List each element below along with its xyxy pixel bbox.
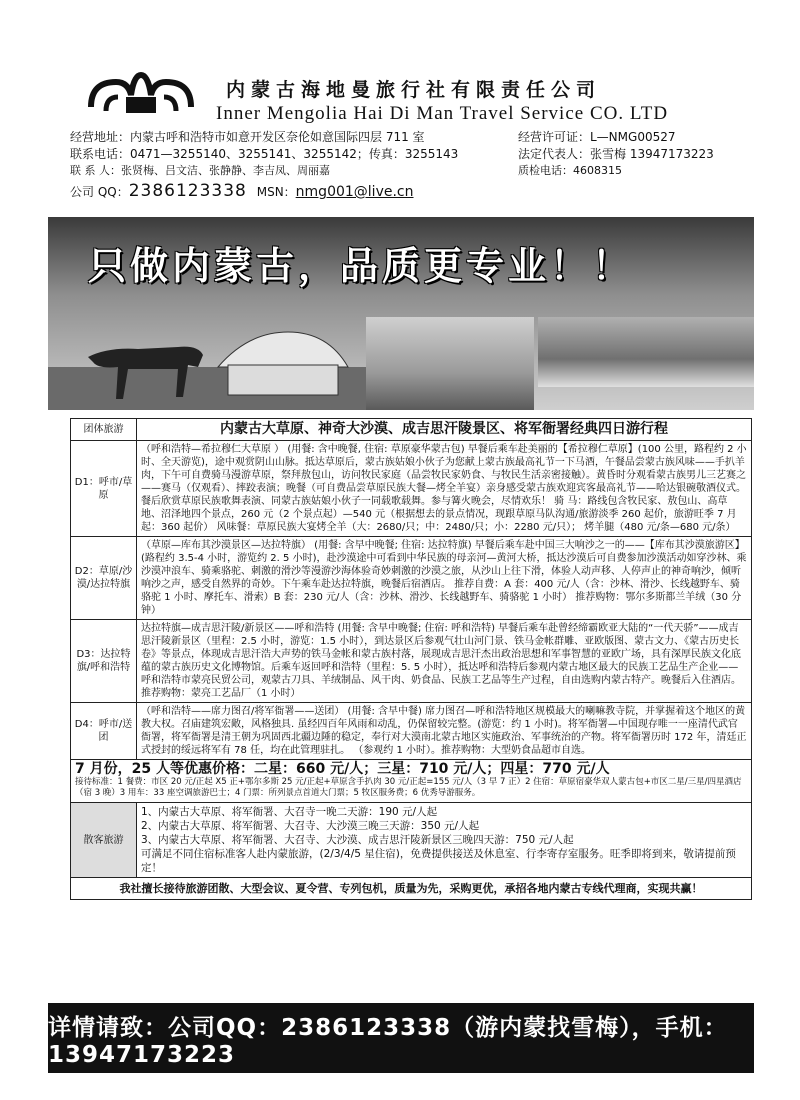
footer-contact-bar: 详情请致：公司QQ：2386123338（游内蒙找雪梅），手机：13947173223 xyxy=(48,1003,754,1073)
agency-notice: 我社擅长接待旅游团散、大型会议、夏令营、专列包机，质量为先，采购更优，承招各地内蒙古专线代理商，实现共赢！ xyxy=(119,882,703,895)
day-label: D2：草原/沙漠/达拉特旗 xyxy=(71,537,137,619)
day-label: D1：呼市/草原 xyxy=(71,441,137,536)
price-four-star: 四星：770 元/人 xyxy=(500,761,610,777)
price-two-star: 二星：660 元/人； xyxy=(253,761,378,777)
msn-link[interactable]: nmg001@live.cn xyxy=(295,184,414,200)
scatter-tour-label: 散客旅游 xyxy=(71,803,137,877)
gate-photo xyxy=(366,317,534,410)
itinerary-table xyxy=(70,418,752,900)
license: 经营许可证：L—NMG00527 xyxy=(518,130,676,144)
group-tour-label: 团体旅游 xyxy=(71,419,137,440)
qq-number: 2386123338 xyxy=(128,181,247,201)
company-name-en: Inner Mengolia Hai Di Man Travel Service CO. LTD xyxy=(216,103,669,124)
phone: 联系电话：0471—3255140、3255141、3255142；传真：3255143 xyxy=(70,147,459,161)
company-name-cn: 内蒙古海地曼旅行社有限责任公司 xyxy=(226,79,602,101)
slogan: 只做内蒙古，品质更专业！！ xyxy=(88,243,635,288)
day-text: 达拉特旗—成吉思汗陵/新景区——呼和浩特 (用餐: 含早中晚餐; 住宿: 呼和浩特) 早餐后乘车赴曾经缔霸欧亚大陆的“一代天骄”——成吉思汗陵新景区（里程：2.5 小时，游览：1.5 小时），到达景区后参观气壮山河门景、铁马金帐群雕、亚欧版图、蒙古文力、《蒙古历史长卷》等景点，体现成吉思汗浩大声势的铁马金帐和蒙古族村落，展现成吉思汗杰出政治思想和军事智慧的亚欧广场，具有深厚民族文化底蕴的蒙古族历史文化博物馆。后乘车返回呼和浩特（里程：5. 5 小时），抵达呼和浩特后参观内蒙古地区最大的民族工艺品生产企业——呼和浩特市蒙亮民贸公司，观蒙古刀具、羊绒制品、风干肉、奶食品、民族工艺品等生产过程，自由选购内蒙古特产。晚餐后入住酒店。推荐购物：蒙亮工艺品厂（1 小时） xyxy=(141,623,741,699)
qq-label: 公司 QQ： xyxy=(70,185,129,199)
msn-label: MSN： xyxy=(256,185,296,199)
flyer-page xyxy=(48,55,754,1068)
day-text: （呼和浩特——席力图召/将军衙署——送团） (用餐: 含早中餐) 席力图召—呼和浩特地区规模最大的喇嘛教寺院，并掌握着这个地区的黄教大权。召庙建筑宏敞，风格独具. 虽经四百年风雨和动乱，仍保留较完整。(游览：约 1 小时)。将军衙署—中国现存唯一一座清代武官衙署，将军衙署是清王朝为巩固西北疆边陲的稳定，奉行对大漠南北蒙古地区实施政治、军事统治的产物。将军衙署历时 172 年，清廷正式授封的绥远将军有 78 任，均在此管理驻扎。 （参观约 1 小时）。推荐购物：大型奶食品超市自选。 xyxy=(141,706,747,756)
scatter-line: 1、内蒙古大草原、将军衙署、大召寺一晚二天游：190 元/人起 xyxy=(141,806,438,818)
day-label: D3：达拉特旗/呼和浩特 xyxy=(71,620,137,702)
reception-standard: 接待标准：1 餐费：市区 20 元/正起 X5 正+鄂尔多斯 25 元/正起+草原含手扒肉 30 元/正起=155 元/人（3 早 7 正）2 住宿：草原宿豪华双人蒙古包+市区二星/三星/四星酒店（宿 3 晚）3 用车：33 座空调旅游巴士；4 门票：所列景点首道大门票；5 牧区服务费；6 优秀导游服务。 xyxy=(75,777,742,798)
banner-image xyxy=(48,217,754,410)
itinerary-title: 内蒙古大草原、神奇大沙漠、成吉思汗陵景区、将军衙署经典四日游行程 xyxy=(220,421,668,437)
day-text: （草原—库布其沙漠景区—达拉特旗） (用餐: 含早中晚餐; 住宿: 达拉特旗) 早餐后乘车赴中国三大响沙之一的——【库布其沙漠旅游区】(路程约 3.5-4 小时，游览约 2. 5 小时)，赴沙漠途中可看到中华民族的母亲河—黄河大桥，抵达沙漠后可自费参加沙漠活动如穿沙林、乘沙漠冲浪车、骑乘骆驼、刺激的滑沙等漫游沙海体验奇妙刺激的沙漠之旅，从沙山上往下滑，体验人动声移、人停声止的神奇响沙，倾听响沙之声，感受自然界的奇妙。下午乘车赴达拉特旗，晚餐后宿酒店。 推荐自费：A 套：400 元/人（含：沙林、滑沙、长线越野车、骑骆驼 1 小时、摩托车、滑索）B 套：230 元/人（含：沙林、滑沙、长线越野车、骑骆驼 1 小时） 推荐购物：鄂尔多斯都兰羊绒（30 分钟） xyxy=(141,540,747,616)
price-three-star: 三星：710 元/人； xyxy=(377,761,501,777)
scatter-line: 3、内蒙古大草原、将军衙署、大召寺、大沙漠、成吉思汗陵新景区三晚四天游：750 元/人起 xyxy=(141,834,574,846)
quality-phone: 质检电话：4608315 xyxy=(518,164,622,177)
day-label: D4：呼市/送团 xyxy=(71,703,137,759)
horse-yurt-photo xyxy=(48,307,368,410)
contact-persons: 联 系 人：张贤梅、吕文洁、张静静、李吉凤、周丽嘉 xyxy=(70,164,330,177)
scatter-line: 2、内蒙古大草原、将军衙署、大召寺、大沙漠三晚三天游：350 元/人起 xyxy=(141,820,480,832)
address: 经营地址：内蒙古呼和浩特市如意开发区奈伦如意国际四层 711 室 xyxy=(70,130,425,144)
day-text: （呼和浩特—希拉穆仁大草原 ） (用餐: 含中晚餐, 住宿: 草原豪华蒙古包) 早餐后乘车赴美丽的【希拉穆仁草原】(100 公里，路程约 2 小时、全天游览)，途中观赏阴山山脉。抵达草原后，蒙古族姑娘小伙子为您献上蒙古族最高礼节一下马酒，午餐品尝蒙古族风味——手扒羊肉，下午可自费骑马漫游草原，祭拜敖包山，访问牧民家庭（品尝牧民家奶食、与牧民生活亲密接触）。黄昏时分观看蒙古族男儿三艺赛之——赛马（仅观看）、摔跤表演；晚餐（可自费品尝草原民族大餐—烤全羊宴）亲身感受蒙古族欢迎宾客最高礼节——哈达银碗敬酒仪式。餐后欣赏草原民族歌舞表演、同蒙古族姑娘小伙子一同载歌载舞。参与篝火晚会，尽情欢乐！ 骑 马：路线包含牧民家、敖包山、高草地、沼泽地四个景点，260 元（2 个景点起）—540 元（根据想去的景点情况，现跟草原马队沟通/旅游淡季 260 起价，旅游旺季 7 月起：360 起价） 风味餐：草原民族大宴烤全羊（大：2680/只；中：2480/只；小：2280 元/只）； 烤羊腿（480 元/条—680 元/条） xyxy=(141,444,747,533)
scatter-line: 可满足不同住宿标准客人赴内蒙旅游，(2/3/4/5 星住宿)，免费提供接送及休息室、行李寄存室服务。旺季即将到来，敬请提前预定！ xyxy=(141,848,736,874)
contact-block xyxy=(70,129,750,205)
company-logo-icon xyxy=(86,67,196,119)
legal-rep: 法定代表人：张雪梅 13947173223 xyxy=(518,147,714,161)
price-lead: 7 月份，25 人等优惠价格： xyxy=(75,761,254,777)
yurt-camp-photo xyxy=(538,317,754,387)
